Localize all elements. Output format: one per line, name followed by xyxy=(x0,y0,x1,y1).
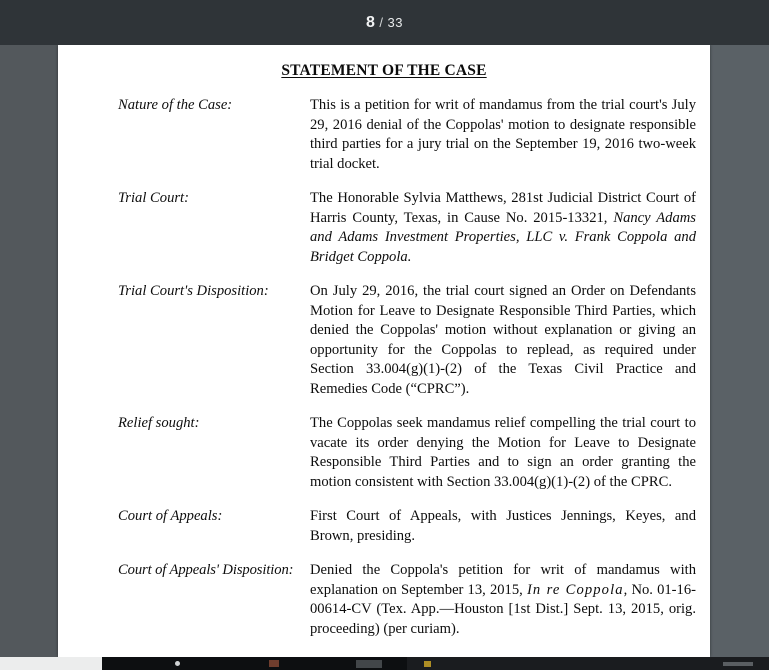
statement-row xyxy=(118,561,696,639)
taskbar-window-icon xyxy=(356,660,382,668)
row-body-lead: The Honorable Sylvia Matthews, 281st Judicial District Court of Harris County, Texas, in Cause No. 2015-13321, xyxy=(310,190,696,226)
taskbar-segment-dark-right xyxy=(407,657,769,670)
page-content xyxy=(58,45,710,657)
row-label: Court of Appeals' Disposition: xyxy=(118,562,294,578)
taskbar-highlight-icon xyxy=(424,661,431,667)
statement-row xyxy=(118,189,696,267)
statement-row xyxy=(118,282,696,399)
document-page[interactable] xyxy=(58,45,710,657)
taskbar-tray-icon xyxy=(723,662,753,666)
current-page-number: 8 xyxy=(366,13,376,31)
viewer-gutter-right xyxy=(710,45,769,670)
row-body: The Coppolas seek mandamus relief compelling the trial court to vacate its order denying the Motion for Leave to Designate Responsible Third Parties and to sign an order granting the motion consistent with Section 33.004(g)(1)-(2) of the CPRC. xyxy=(310,415,696,490)
row-body: On July 29, 2016, the trial court signed an Order on Defendants Motion for Leave to Designate Responsible Third Parties, which denied the Coppolas' motion without explanation or giving an opportunity for the Coppolas to replead, as required under Section 33.004(g)(1)-(2) of the Texas Civil Practice and Remedies Code (“CPRC”). xyxy=(310,283,696,397)
taskbar-segment-light xyxy=(0,657,102,670)
row-body-lead: Denied the Coppola's petition for writ of mandamus with explanation on September 13, 2015, xyxy=(310,562,696,598)
desktop-taskbar-strip[interactable] xyxy=(0,657,769,670)
row-body xyxy=(310,189,696,267)
row-body-tail: , No. 01-16-00614-CV (Tex. App.—Houston [1st Dist.] Sept. 13, 2015, orig. proceeding) (per curiam). xyxy=(310,581,696,637)
case-citation-italic: Nancy Adams and Adams Investment Properties, LLC v. Frank Coppola and Bridget Coppola. xyxy=(310,209,696,265)
row-body xyxy=(310,561,696,639)
row-body: First Court of Appeals, with Justices Jennings, Keyes, and Brown, presiding. xyxy=(310,508,696,544)
total-page-count: 33 xyxy=(387,14,403,30)
row-label: Trial Court: xyxy=(118,190,189,206)
row-label: Nature of the Case: xyxy=(118,97,233,113)
row-body: This is a petition for writ of mandamus from the trial court's July 29, 2016 denial of the Coppolas' motion to designate responsible third parties for a jury trial on the September 19, 2016 two-week trial docket. xyxy=(310,97,696,172)
taskbar-app-icon xyxy=(269,660,279,667)
taskbar-indicator-icon xyxy=(175,661,180,666)
statement-row xyxy=(118,96,696,174)
statement-row xyxy=(118,414,696,492)
page-indicator[interactable] xyxy=(366,14,403,32)
page-separator: / xyxy=(379,14,384,30)
row-label: Relief sought: xyxy=(118,415,200,431)
row-label: Court of Appeals: xyxy=(118,508,223,524)
page-title: STATEMENT OF THE CASE xyxy=(281,62,487,79)
case-citation-italic: In re Coppola xyxy=(526,581,624,598)
pdf-toolbar xyxy=(0,0,769,45)
statement-rows xyxy=(58,96,710,639)
statement-row xyxy=(118,507,696,546)
viewer-gutter-left xyxy=(0,45,58,670)
row-label: Trial Court's Disposition: xyxy=(118,283,269,299)
